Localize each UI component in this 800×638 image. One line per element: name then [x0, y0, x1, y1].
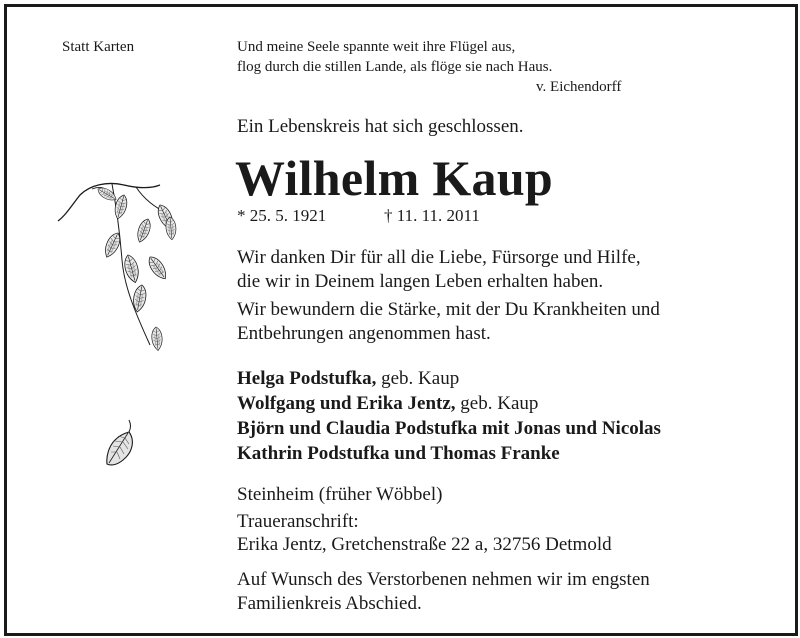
mourner-line	[237, 442, 560, 466]
mourner-name: Kathrin Podstufka und Thomas Franke	[237, 443, 560, 464]
poem-author: v. Eichendorff	[536, 79, 622, 95]
mourner-line	[237, 417, 661, 441]
intro-line: Ein Lebenskreis hat sich geschlossen.	[237, 116, 524, 137]
mourner-name: Helga Podstufka,	[237, 368, 377, 389]
location-line: Steinheim (früher Wöbbel)	[237, 484, 443, 505]
mourner-suffix: geb. Kaup	[455, 393, 539, 414]
mourner-suffix: geb. Kaup	[376, 368, 460, 389]
mourner-name: Wolfgang und Erika Jentz,	[237, 393, 456, 414]
mourner-line	[237, 392, 538, 416]
thanks-line-4: Entbehrungen angenommen hast.	[237, 323, 491, 344]
mourner-line	[237, 367, 459, 391]
thanks-line-3: Wir bewundern die Stärke, mit der Du Krankheiten und	[237, 299, 660, 320]
closing-line-1: Auf Wunsch des Verstorbenen nehmen wir im engsten	[237, 569, 650, 590]
deceased-name: Wilhelm Kaup	[235, 150, 554, 206]
poem-line-2: flog durch die stillen Lande, als flöge sie nach Haus.	[237, 59, 553, 75]
closing-line-2: Familienkreis Abschied.	[237, 593, 422, 614]
address-value: Erika Jentz, Gretchenstraße 22 a, 32756 Detmold	[237, 534, 612, 555]
address-label: Traueranschrift:	[237, 511, 359, 532]
birth-date: * 25. 5. 1921	[237, 206, 327, 225]
birch-branch-icon	[52, 175, 202, 375]
thanks-line-2: die wir in Deinem langen Leben erhalten haben.	[237, 271, 604, 292]
thanks-line-1: Wir danken Dir für all die Liebe, Fürsorge und Hilfe,	[237, 247, 641, 268]
falling-leaf-icon	[103, 418, 139, 470]
poem-line-1: Und meine Seele spannte weit ihre Flügel aus,	[237, 39, 516, 55]
statt-karten-label: Statt Karten	[62, 39, 135, 55]
mourner-name: Björn und Claudia Podstufka mit Jonas und Nicolas	[237, 418, 661, 439]
death-date: † 11. 11. 2011	[384, 206, 480, 225]
